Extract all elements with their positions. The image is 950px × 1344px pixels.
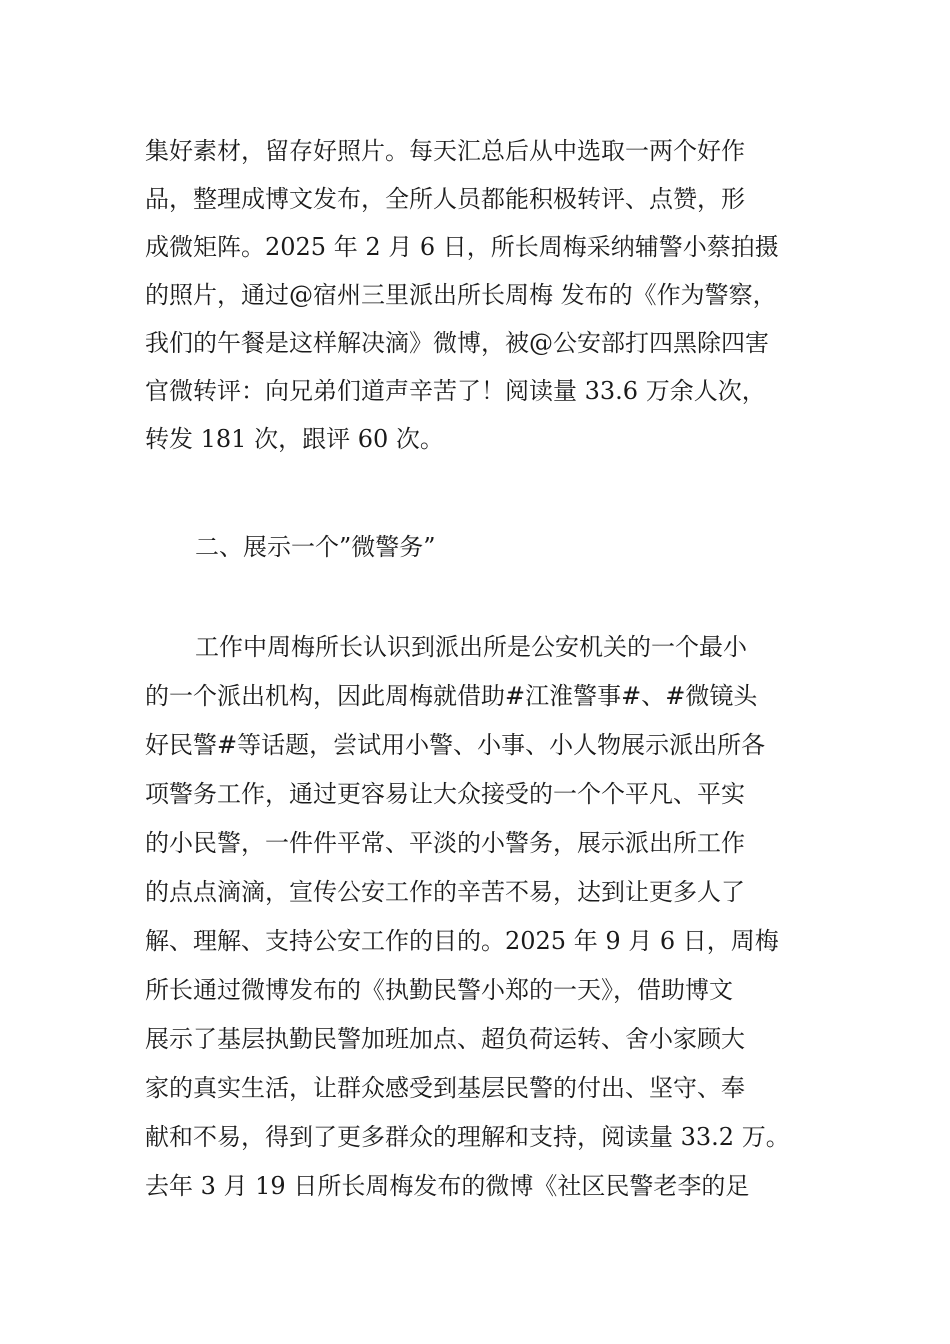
paragraph-2-line-8: 所长通过微博发布的《执勤民警小郑的一天》，借助博文 bbox=[145, 976, 733, 1004]
paragraph-1-line-7: 转发 181 次，跟评 60 次。 bbox=[145, 425, 444, 453]
paragraph-2-line-11: 献和不易，得到了更多群众的理解和支持，阅读量 33.2 万。 bbox=[145, 1123, 790, 1151]
paragraph-2-line-12: 去年 3 月 19 日所长周梅发布的微博《社区民警老李的足 bbox=[145, 1172, 750, 1200]
paragraph-2-line-9: 展示了基层执勤民警加班加点、超负荷运转、舍小家顾大 bbox=[145, 1025, 745, 1053]
paragraph-2-line-5: 的小民警，一件件平常、平淡的小警务，展示派出所工作 bbox=[145, 829, 745, 857]
paragraph-1-line-5: 我们的午餐是这样解决滴》微博，被@公安部打四黑除四害 bbox=[145, 329, 769, 357]
paragraph-2-line-7: 解、理解、支持公安工作的目的。2025 年 9 月 6 日，周梅 bbox=[145, 927, 779, 955]
paragraph-1-line-2: 品，整理成博文发布，全所人员都能积极转评、点赞，形 bbox=[145, 185, 745, 213]
paragraph-2-line-1: 工作中周梅所长认识到派出所是公安机关的一个最小 bbox=[195, 633, 747, 661]
paragraph-1-line-4: 的照片，通过@宿州三里派出所长周梅 发布的《作为警察， bbox=[145, 281, 777, 309]
paragraph-1-line-6: 官微转评：向兄弟们道声辛苦了！阅读量 33.6 万余人次， bbox=[145, 377, 766, 405]
paragraph-2-line-6: 的点点滴滴，宣传公安工作的辛苦不易，达到让更多人了 bbox=[145, 878, 745, 906]
paragraph-2-line-2: 的一个派出机构，因此周梅就借助#江淮警事#、#微镜头 bbox=[145, 682, 758, 710]
section-heading: 二、展示一个”微警务” bbox=[195, 533, 436, 561]
paragraph-1-line-1: 集好素材，留存好照片。每天汇总后从中选取一两个好作 bbox=[145, 137, 745, 165]
paragraph-2-line-4: 项警务工作，通过更容易让大众接受的一个个平凡、平实 bbox=[145, 780, 745, 808]
paragraph-2-line-10: 家的真实生活，让群众感受到基层民警的付出、坚守、奉 bbox=[145, 1074, 745, 1102]
paragraph-1-line-3: 成微矩阵。2025 年 2 月 6 日，所长周梅采纳辅警小蔡拍摄 bbox=[145, 233, 779, 261]
paragraph-2-line-3: 好民警#等话题，尝试用小警、小事、小人物展示派出所各 bbox=[145, 731, 766, 759]
